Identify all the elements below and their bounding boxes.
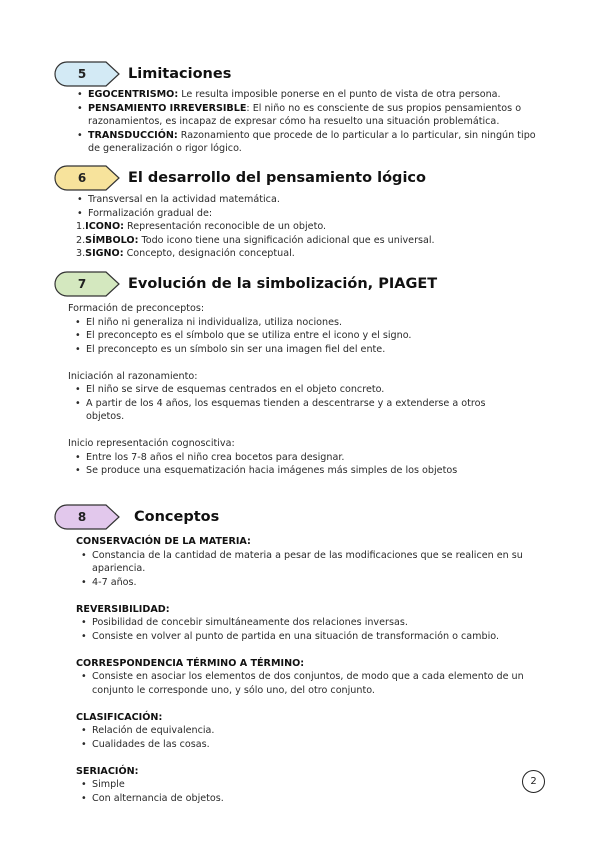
section-number: 5 (77, 67, 87, 81)
section-7-body (68, 302, 538, 478)
section-5-body (72, 88, 542, 156)
section-number-badge (54, 61, 120, 87)
list-item: • Relación de equivalencia. (92, 724, 546, 738)
definition: Concepto, designación conceptual. (123, 248, 295, 259)
definition: Le resulta imposible ponerse en el punto de vista de otra persona. (178, 89, 501, 100)
preconcepts-list (68, 316, 538, 357)
term: ICONO: (85, 221, 124, 232)
numbered-item (76, 247, 542, 261)
numbered-item (76, 220, 542, 234)
section-title: El desarrollo del pensamiento lógico (128, 170, 426, 186)
section-6-body (72, 193, 542, 261)
term: SÍMBOLO: (85, 234, 139, 246)
list-item: • Entre los 7-8 años el niño crea bocetos para designar. (86, 451, 538, 465)
term: EGOCENTRISMO: (88, 89, 179, 100)
section-title: Conceptos (134, 509, 220, 525)
list-item: • 4-7 años. (92, 576, 546, 590)
formalization-list (76, 220, 542, 261)
definition: Representación reconocible de un objeto. (123, 221, 327, 232)
list-item: • Posibilidad de concebir simultáneamente dos relaciones inversas. (92, 616, 546, 630)
term: SIGNO: (85, 248, 124, 259)
list-item: • El niño ni generaliza ni individualiza, utiliza nociones. (86, 316, 538, 330)
list-item: • El preconcepto es un símbolo sin ser una imagen fiel del ente. (86, 343, 538, 357)
representation-list (68, 451, 538, 478)
logic-list (72, 193, 542, 220)
item-number: 1. (76, 221, 86, 232)
list-item (88, 129, 542, 156)
numbered-item (76, 234, 542, 248)
list-item: • Transversal en la actividad matemática. (88, 193, 542, 207)
section-number-badge (54, 165, 120, 191)
list-item: • Consiste en asociar los elementos de dos conjuntos, de modo que a cada elemento de un conjunto le corresponde uno, y sólo uno, del otro conjunto. (92, 670, 546, 697)
section-number-badge (54, 271, 120, 297)
limitations-list (72, 88, 542, 156)
list-item: • Constancia de la cantidad de materia a pesar de las modificaciones que se realicen en su apariencia. (92, 549, 546, 576)
section-title: Limitaciones (128, 66, 232, 82)
list-item: • Formalización gradual de: (88, 207, 542, 221)
section-6-header (54, 165, 426, 191)
concept-heading: SERIACIÓN: (76, 765, 139, 777)
group-label: Formación de preconceptos: (68, 303, 205, 314)
section-number: 6 (77, 171, 87, 185)
definition: Todo icono tiene una significación adicional que es universal. (138, 234, 435, 246)
section-title: Evolución de la simbolización, PIAGET (128, 276, 438, 292)
concept-list (76, 616, 546, 643)
list-item (88, 102, 542, 129)
list-item: • Consiste en volver al punto de partida en una situación de transformación o cambio. (92, 630, 546, 644)
list-item: • Cualidades de las cosas. (92, 738, 546, 752)
page-number: 2 (522, 770, 545, 793)
concept-list (76, 549, 546, 590)
section-number: 7 (77, 277, 87, 291)
list-item: • Con alternancia de objetos. (92, 792, 546, 806)
list-item: • El preconcepto es el símbolo que se utiliza entre el icono y el signo. (86, 329, 538, 343)
section-7-header (54, 271, 437, 297)
section-5-header (54, 61, 231, 87)
section-8-header (54, 504, 219, 530)
concept-heading: CONSERVACIÓN DE LA MATERIA: (76, 536, 251, 547)
concept-heading: CLASIFICACIÓN: (76, 711, 163, 723)
list-item: • El niño se sirve de esquemas centrados en el objeto concreto. (86, 383, 538, 397)
concept-list (76, 670, 546, 697)
reasoning-list (68, 383, 538, 424)
list-item (88, 88, 542, 102)
item-number: 3. (76, 248, 86, 259)
group-label: Inicio representación cognoscitiva: (68, 438, 235, 449)
term: PENSAMIENTO IRREVERSIBLE (88, 102, 247, 114)
definition: : El niño no es consciente de sus propios pensamientos o razonamientos, es incapaz de expresar cómo ha resuelto una situación problemática. (88, 102, 522, 127)
item-number: 2. (76, 234, 86, 246)
section-8-body (76, 535, 546, 805)
concept-heading: REVERSIBILIDAD: (76, 603, 170, 615)
group-label: Iniciación al razonamiento: (68, 370, 198, 382)
list-item: • Simple (92, 778, 546, 792)
concept-heading: CORRESPONDENCIA TÉRMINO A TÉRMINO: (76, 657, 305, 669)
definition: Razonamiento que procede de lo particular a lo particular, sin ningún tipo de generalización o rigor lógico. (88, 129, 536, 154)
term: TRANSDUCCIÓN: (88, 129, 178, 141)
section-number: 8 (77, 510, 87, 524)
list-item: • A partir de los 4 años, los esquemas tienden a descentrarse y a extenderse a otros objetos. (86, 397, 538, 424)
concept-list (76, 724, 546, 751)
concept-list (76, 778, 546, 805)
section-number-badge (54, 504, 120, 530)
list-item: • Se produce una esquematización hacia imágenes más simples de los objetos (86, 464, 538, 478)
